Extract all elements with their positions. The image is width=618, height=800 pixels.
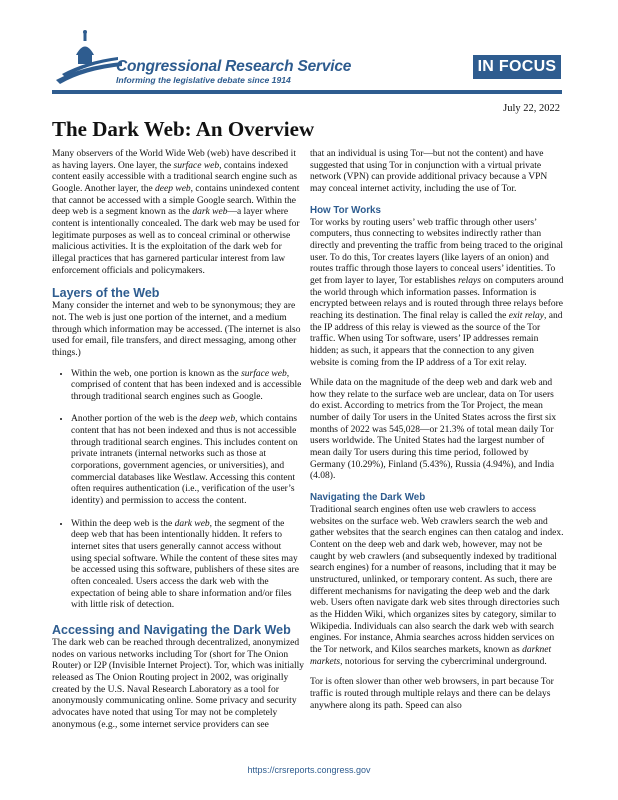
- page-title: The Dark Web: An Overview: [52, 117, 315, 141]
- brand-name: Congressional Research Service: [116, 58, 352, 75]
- continued-paragraph: that an individual is using Tor—but not the content) and have suggested that using Tor in conjunction with a virtual private network (VPN) can provide additional privacy because a VPN may conceal internet activity, including the use of Tor.: [310, 149, 548, 194]
- layers-paragraph: Many consider the internet and web to be synonymous; they are not. The web is just one portion of the internet, and a medium through which information may be accessed. (The internet is also used for email, file transfers, and direct messaging, among other things.): [52, 301, 301, 358]
- brand-tagline: Informing the legislative debate since 1914: [116, 75, 291, 85]
- capitol-dome-icon: [52, 28, 122, 88]
- footer-link[interactable]: https://crsreports.congress.gov: [247, 765, 371, 775]
- intro-paragraph: Many observers of the World Wide Web (web) have described it as having layers. One layer, the surface web, contains indexed content easily accessible with a traditional search engine such as Google. Another layer, the deep web, contains unindexed content that cannot be accessed with a simple Google search. Within the deep web is a segment known as the dark web—a layer where content is intentionally concealed. The dark web may be used for legitimate purposes as well as to conceal criminal or otherwise malicious activities. It is the exploitation of the dark web for illegal practices that has garnered particular interest from law enforcement officials and policymakers.: [52, 149, 300, 276]
- navigating-paragraph: Traditional search engines often use web crawlers to access websites on the surface web. Web crawlers search the web and gather websites that the search engines can then catalog and index. Content on the deep web and dark web, however, may not be caught by web crawlers (and subsequently indexed by traditional search engines) for a number of reasons, including that it may be unstructured, unlinked, or temporary content. As such, there are different mechanisms for navigating the deep web and the dark web. Users often navigate dark web sites through directories such as the Hidden Wiki, which organizes sites by category, similar to Wikipedia. Individuals can also search the dark web with search engines. For instance, Ahmia searches across hidden services on the Tor network, and Kilos searches markets, known as darknet markets, notorious for serving the cybercriminal underground.: [310, 505, 564, 667]
- list-item: • Another portion of the web is the deep web, which contains content that has not been indexed and thus is not accessible through traditional search engines. This includes content on private intranets (internal networks such as those at corporations, government agencies, or universities), and commercial databases like Westlaw. Accessing this content often requires authentication (i.e., verification of the user’s identity) and permission to access the content.: [71, 414, 304, 507]
- data-paragraph: While data on the magnitude of the deep web and dark web and how they relate to the surface web are unclear, data on Tor users do exist. According to metrics from the Tor Project, the mean number of daily Tor users in the United States across the first six months of 2022 was 545,028—or 21.3% of total mean daily Tor users worldwide. The United States had the largest number of mean daily Tor users during this time period, followed by Germany (10.29%), Finland (5.43%), Russia (4.94%), and India (4.08).: [310, 378, 557, 482]
- speed-paragraph: Tor is often slower than other web browsers, in part because Tor traffic is routed through multiple relays and there can be delays anywhere along its path. Speed can also: [310, 677, 554, 711]
- left-column: [52, 149, 304, 740]
- in-focus-badge: IN FOCUS: [473, 55, 561, 79]
- access-heading: Accessing and Navigating the Dark Web: [52, 622, 291, 637]
- publication-date: July 22, 2022: [503, 103, 560, 114]
- right-column: [310, 149, 564, 721]
- tor-paragraph: Tor works by routing users’ web traffic through other users’ computers, thus connecting to websites indirectly rather than directly and preventing the traffic from being traced to the original user. To do this, Tor creates layers (like layers of an onion) and routes traffic through those layers to conceal users’ identities. To get from layer to layer, Tor establishes relays on computers around the world through which information passes. Information is encrypted between relays and is routed through three relays before reaching its destination. The final relay is called the exit relay, and the IP address of this relay is viewed as the source of the Tor traffic. When using Tor software, users’ IP addresses remain hidden; as such, it appears that the connection to any given website is coming from the IP address of a Tor exit relay.: [310, 217, 564, 368]
- list-item: • Within the deep web is the dark web, the segment of the deep web that has been intentionally hidden. It refers to internet sites that users generally cannot access without using special software. While the content of these sites may be accessed using this software, publishers of these sites are often concealed. Users access the dark web with the expectation of being able to share information and/or files with little risk of detection.: [71, 519, 304, 612]
- tor-heading: How Tor Works: [310, 204, 381, 216]
- header-divider: [52, 90, 562, 94]
- access-paragraph: The dark web can be reached through decentralized, anonymized nodes on various networks including Tor (short for The Onion Router) or I2P (Invisible Internet Project). Tor, which was initially released as The Onion Routing project in 2002, was originally created by the U.S. Naval Research Laboratory as a tool for anonymously communicating online. Some privacy and security advocates have noted that using Tor may not be completely anonymous (e.g., some internet service providers can see: [52, 637, 304, 730]
- list-item: • Within the web, one portion is known as the surface web, comprised of content that has been indexed and is accessible through traditional search engines such as Google.: [71, 369, 304, 404]
- layers-list: [52, 369, 304, 612]
- layers-heading: Layers of the Web: [52, 286, 160, 301]
- navigating-heading: Navigating the Dark Web: [310, 492, 426, 504]
